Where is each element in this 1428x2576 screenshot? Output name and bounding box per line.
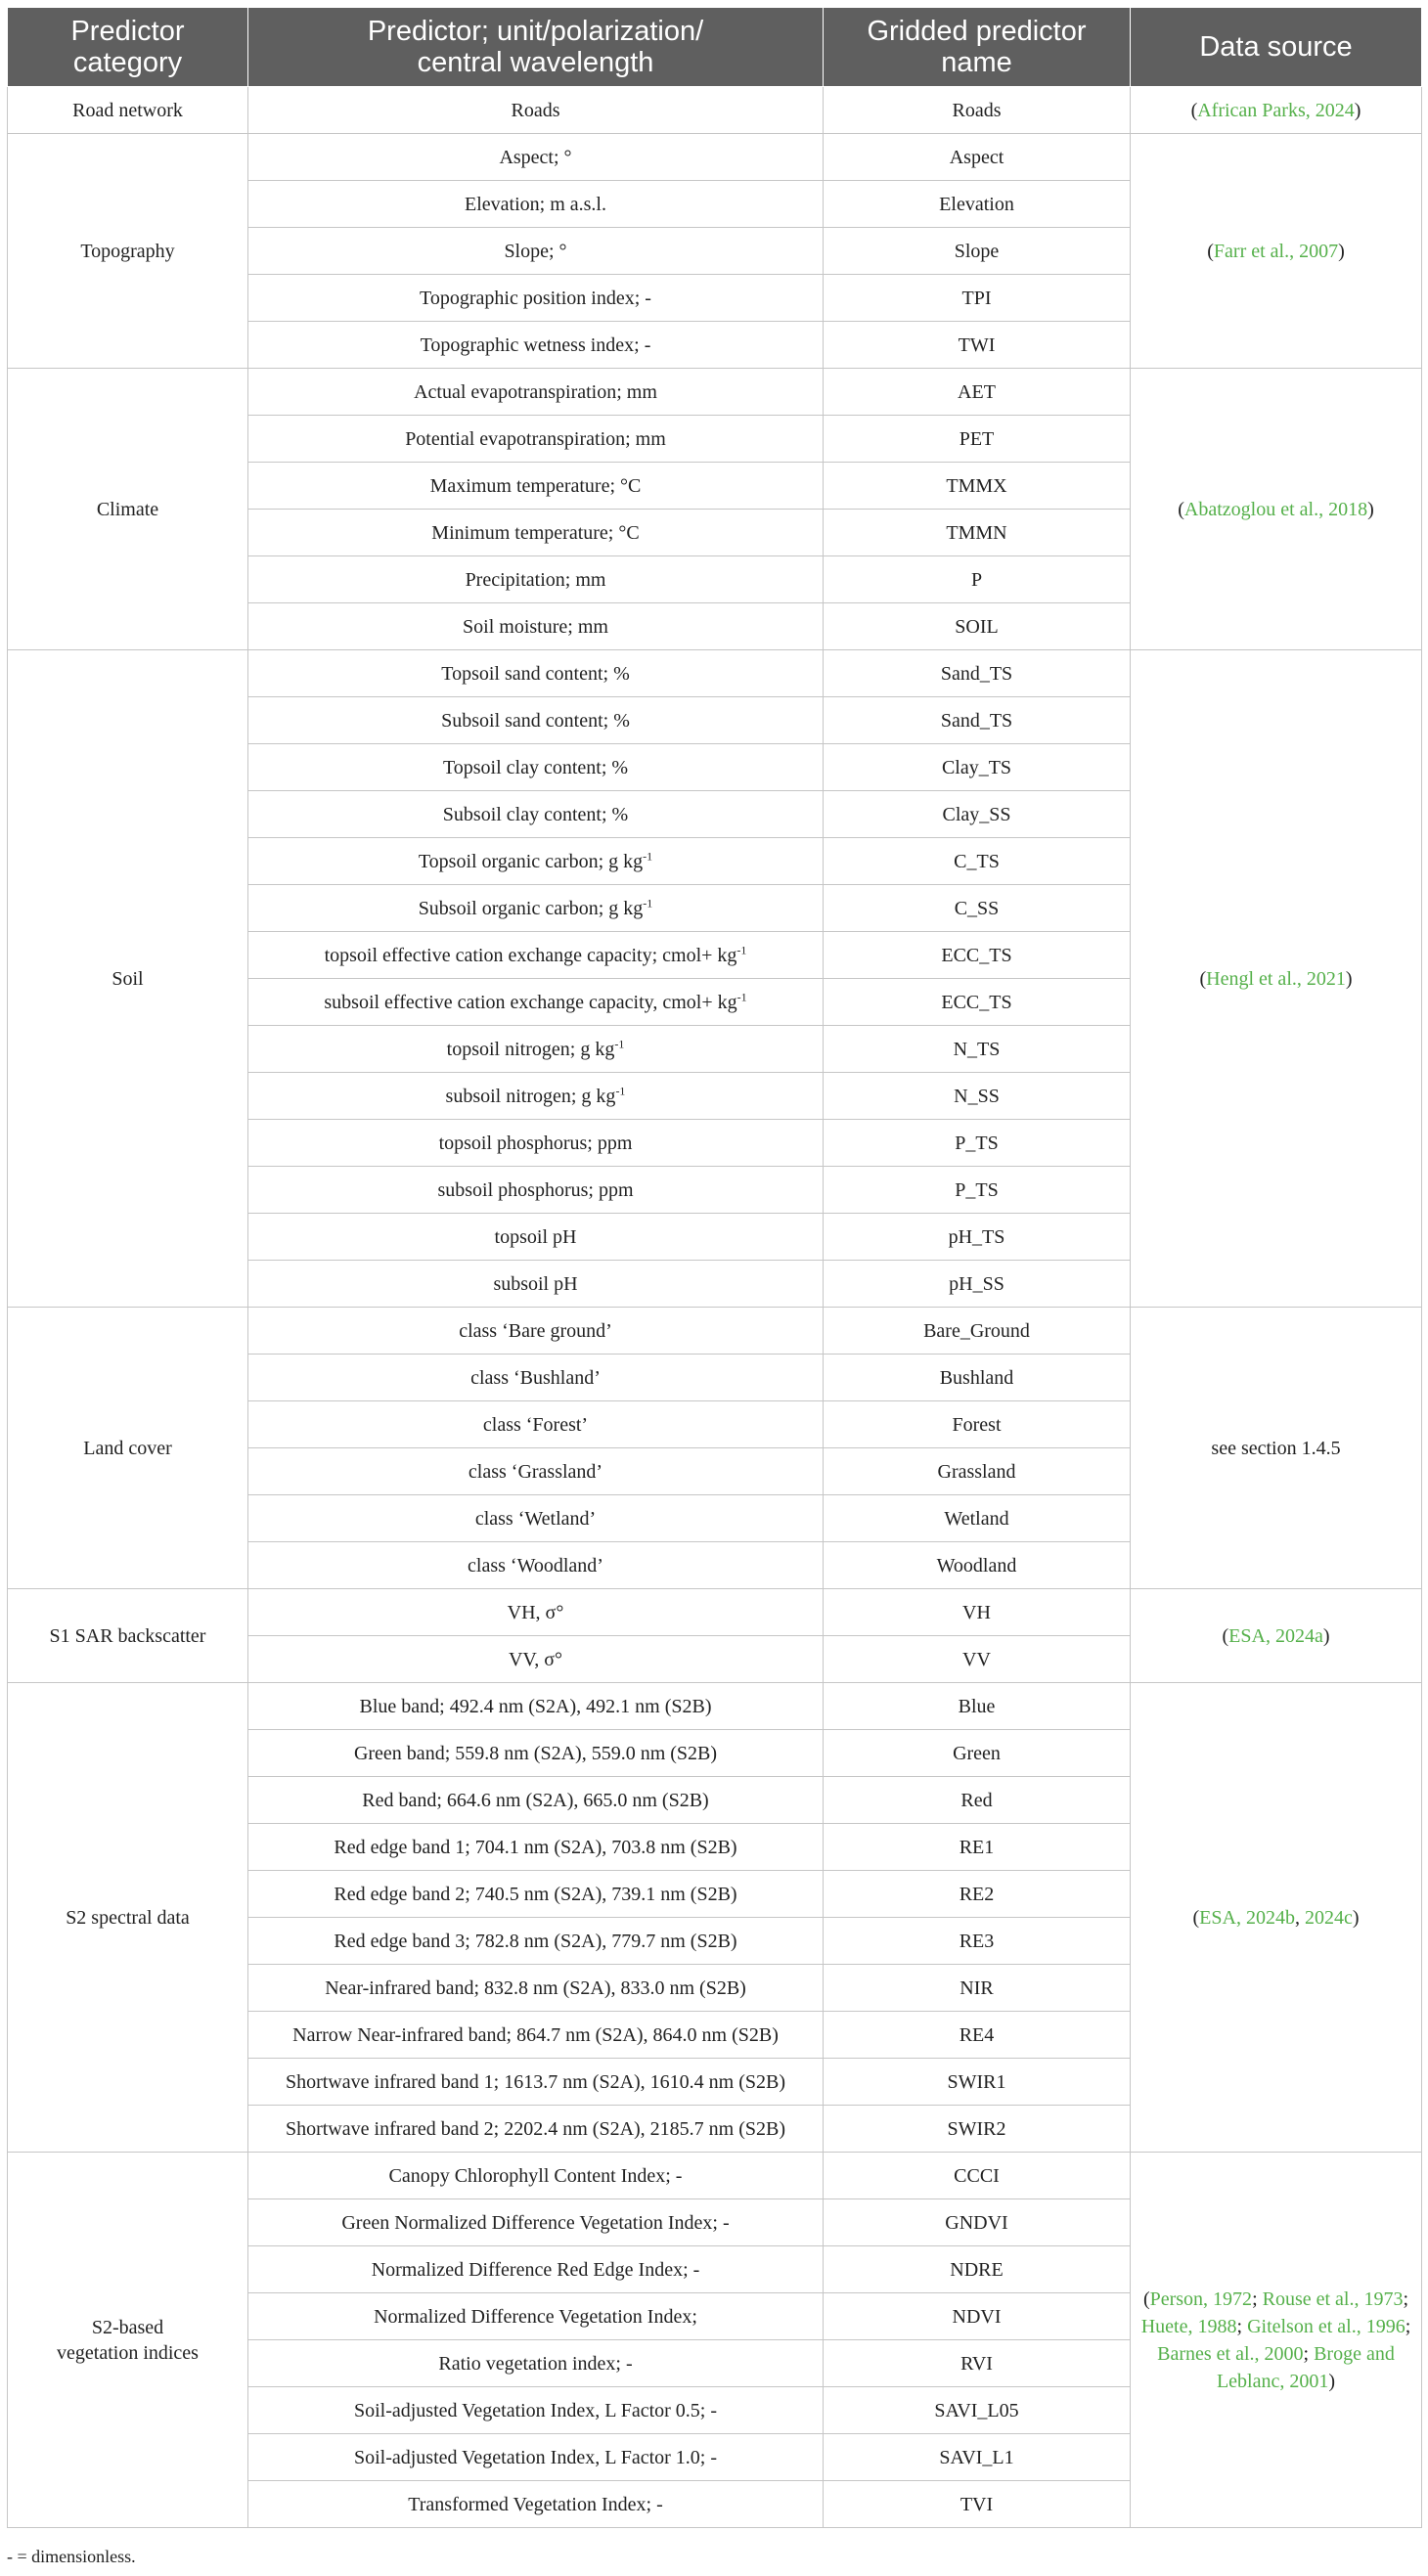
predictor-text: Actual evapotranspiration; mm: [414, 380, 657, 403]
gridded-name-cell: SAVI_L05: [824, 2387, 1131, 2434]
predictor-text: Slope; °: [504, 240, 567, 262]
citation-link[interactable]: Broge and Leblanc, 2001: [1216, 2342, 1395, 2392]
predictor-cell: [248, 979, 824, 1026]
predictor-cell: [248, 1355, 824, 1401]
predictor-cell: [248, 838, 824, 885]
predictor-text: Red edge band 1; 704.1 nm (S2A), 703.8 nm (S2B): [334, 1836, 737, 1858]
predictor-text: topsoil nitrogen; g kg: [446, 1038, 615, 1060]
predictor-text: class ‘Bushland’: [470, 1366, 601, 1389]
gridded-name-cell: P: [824, 556, 1131, 603]
predictor-cell: [248, 2059, 824, 2106]
data-source-cell: [1131, 1683, 1422, 2153]
gridded-name-cell: SAVI_L1: [824, 2434, 1131, 2481]
table-row: [8, 369, 1422, 416]
citation-link[interactable]: Person, 1972: [1149, 2287, 1253, 2310]
predictor-text: class ‘Grassland’: [468, 1460, 603, 1483]
citation-punctuation: (: [1207, 240, 1214, 262]
gridded-name-cell: RE3: [824, 1918, 1131, 1965]
predictor-cell: [248, 2293, 824, 2340]
data-source-cell: [1131, 650, 1422, 1308]
predictor-text: Topographic position index; -: [420, 287, 651, 309]
predictor-cell: [248, 1167, 824, 1214]
data-source-cell: [1131, 2153, 1422, 2528]
gridded-name-cell: SOIL: [824, 603, 1131, 650]
predictor-text: Soil-adjusted Vegetation Index, L Factor 0.5; -: [353, 2399, 718, 2421]
predictor-cell: [248, 603, 824, 650]
predictor-category-cell: S2 spectral data: [8, 1683, 248, 2153]
predictor-category-cell: Climate: [8, 369, 248, 650]
citation-link[interactable]: 2024c: [1304, 1906, 1353, 1929]
predictor-text: Potential evapotranspiration; mm: [405, 427, 666, 450]
gridded-name-cell: P_TS: [824, 1120, 1131, 1167]
predictor-cell: [248, 2199, 824, 2246]
data-source-cell: [1131, 134, 1422, 369]
citation-punctuation: (: [1190, 99, 1198, 121]
gridded-name-cell: P_TS: [824, 1167, 1131, 1214]
gridded-name-cell: Roads: [824, 87, 1131, 134]
predictor-cell: [248, 2012, 824, 2059]
predictor-table: [7, 7, 1422, 2528]
predictor-cell: [248, 2481, 824, 2528]
gridded-name-cell: Aspect: [824, 134, 1131, 181]
gridded-name-cell: RE2: [824, 1871, 1131, 1918]
predictor-text: Near-infrared band; 832.8 nm (S2A), 833.0 nm (S2B): [325, 1976, 746, 1999]
predictor-cell: [248, 2434, 824, 2481]
gridded-name-cell: TMMN: [824, 510, 1131, 556]
predictor-cell: [248, 510, 824, 556]
data-source-cell: [1131, 369, 1422, 650]
citation-punctuation: ): [1322, 1624, 1330, 1647]
gridded-name-cell: ECC_TS: [824, 979, 1131, 1026]
predictor-cell: [248, 275, 824, 322]
citation-punctuation: ): [1328, 2370, 1336, 2392]
predictor-text: Shortwave infrared band 1; 1613.7 nm (S2A), 1610.4 nm (S2B): [285, 2070, 786, 2093]
predictor-cell: [248, 134, 824, 181]
table-row: [8, 1589, 1422, 1636]
gridded-name-cell: TWI: [824, 322, 1131, 369]
predictor-cell: [248, 416, 824, 463]
predictor-cell: [248, 2387, 824, 2434]
gridded-name-cell: Sand_TS: [824, 697, 1131, 744]
gridded-name-cell: ECC_TS: [824, 932, 1131, 979]
predictor-text: class ‘Forest’: [482, 1413, 589, 1436]
unit-superscript: -1: [736, 942, 747, 956]
predictor-category-cell: Land cover: [8, 1308, 248, 1589]
gridded-name-cell: TVI: [824, 2481, 1131, 2528]
predictor-text: subsoil nitrogen; g kg: [445, 1085, 616, 1107]
predictor-category-cell: Soil: [8, 650, 248, 1308]
gridded-name-cell: Woodland: [824, 1542, 1131, 1589]
table-body: [8, 87, 1422, 2528]
citation-link[interactable]: Hengl et al., 2021: [1206, 967, 1346, 990]
header-row: [8, 8, 1422, 87]
citation-punctuation: see section 1.4.5: [1211, 1437, 1341, 1459]
predictor-text: Green band; 559.8 nm (S2A), 559.0 nm (S2B): [353, 1742, 718, 1764]
gridded-name-cell: Sand_TS: [824, 650, 1131, 697]
gridded-name-cell: PET: [824, 416, 1131, 463]
gridded-name-cell: CCCI: [824, 2153, 1131, 2199]
predictor-table-container: [7, 7, 1421, 2528]
citation-link[interactable]: Huete, 1988: [1140, 2315, 1237, 2337]
predictor-cell: [248, 2246, 824, 2293]
predictor-text: Blue band; 492.4 nm (S2A), 492.1 nm (S2B): [359, 1695, 712, 1717]
predictor-cell: [248, 1073, 824, 1120]
gridded-name-cell: AET: [824, 369, 1131, 416]
header-gridded-name: Gridded predictor name: [824, 8, 1131, 87]
predictor-cell: [248, 744, 824, 791]
predictor-cell: [248, 1730, 824, 1777]
gridded-name-cell: Elevation: [824, 181, 1131, 228]
predictor-cell: [248, 556, 824, 603]
gridded-name-cell: NDVI: [824, 2293, 1131, 2340]
predictor-cell: [248, 650, 824, 697]
unit-superscript: -1: [643, 848, 653, 863]
predictor-text: Subsoil organic carbon; g kg: [418, 897, 644, 919]
table-row: [8, 1308, 1422, 1355]
unit-superscript: -1: [736, 989, 747, 1003]
predictor-category-cell: S2-based vegetation indices: [8, 2153, 248, 2528]
predictor-text: Green Normalized Difference Vegetation Index; -: [341, 2211, 730, 2234]
predictor-text: Red band; 664.6 nm (S2A), 665.0 nm (S2B): [362, 1789, 709, 1811]
predictor-text: Maximum temperature; °C: [429, 474, 642, 497]
gridded-name-cell: Grassland: [824, 1448, 1131, 1495]
citation-punctuation: (: [1142, 2287, 1150, 2310]
gridded-name-cell: Clay_SS: [824, 791, 1131, 838]
citation-punctuation: ): [1367, 498, 1374, 520]
predictor-text: topsoil pH: [494, 1225, 577, 1248]
citation-link[interactable]: Farr et al., 2007: [1213, 240, 1339, 262]
predictor-text: Roads: [511, 99, 560, 121]
table-row: [8, 134, 1422, 181]
table-header: [8, 8, 1422, 87]
footnote: - = dimensionless.: [7, 2547, 136, 2566]
predictor-text: Soil-adjusted Vegetation Index, L Factor 1.0; -: [353, 2446, 718, 2468]
predictor-text: Elevation; m a.s.l.: [465, 193, 606, 215]
citation-punctuation: ;: [1303, 2342, 1315, 2365]
predictor-cell: [248, 1214, 824, 1261]
gridded-name-cell: RE1: [824, 1824, 1131, 1871]
gridded-name-cell: N_SS: [824, 1073, 1131, 1120]
predictor-cell: [248, 322, 824, 369]
gridded-name-cell: C_TS: [824, 838, 1131, 885]
predictor-text: Topsoil organic carbon; g kg: [418, 850, 644, 872]
citation-punctuation: ;: [1252, 2287, 1263, 2310]
citation-punctuation: ;: [1405, 2315, 1411, 2337]
gridded-name-cell: TMMX: [824, 463, 1131, 510]
predictor-cell: [248, 697, 824, 744]
predictor-cell: [248, 228, 824, 275]
gridded-name-cell: pH_TS: [824, 1214, 1131, 1261]
citation-link[interactable]: Barnes et al., 2000: [1157, 2342, 1304, 2365]
predictor-cell: [248, 1261, 824, 1308]
predictor-cell: [248, 1965, 824, 2012]
gridded-name-cell: SWIR2: [824, 2106, 1131, 2153]
gridded-name-cell: Blue: [824, 1683, 1131, 1730]
predictor-cell: [248, 1589, 824, 1636]
predictor-text: Topsoil clay content; %: [442, 756, 629, 778]
data-source-cell: [1131, 1308, 1422, 1589]
gridded-name-cell: Wetland: [824, 1495, 1131, 1542]
unit-superscript: -1: [643, 895, 653, 910]
predictor-text: Narrow Near-infrared band; 864.7 nm (S2A), 864.0 nm (S2B): [292, 2023, 779, 2046]
predictor-cell: [248, 791, 824, 838]
gridded-name-cell: NIR: [824, 1965, 1131, 2012]
citation-punctuation: (: [1222, 1624, 1229, 1647]
citation-link[interactable]: Rouse et al., 1973: [1262, 2287, 1404, 2310]
predictor-cell: [248, 87, 824, 134]
gridded-name-cell: GNDVI: [824, 2199, 1131, 2246]
predictor-text: Transformed Vegetation Index; -: [408, 2493, 663, 2515]
unit-superscript: -1: [615, 1083, 626, 1097]
predictor-cell: [248, 2153, 824, 2199]
header-predictor-category: Predictor category: [8, 8, 248, 87]
predictor-text: Shortwave infrared band 2; 2202.4 nm (S2A), 2185.7 nm (S2B): [285, 2117, 786, 2140]
predictor-text: Normalized Difference Vegetation Index;: [374, 2305, 697, 2328]
predictor-text: Red edge band 3; 782.8 nm (S2A), 779.7 nm (S2B): [334, 1930, 737, 1952]
predictor-text: Normalized Difference Red Edge Index; -: [371, 2258, 700, 2281]
predictor-text: Red edge band 2; 740.5 nm (S2A), 739.1 nm (S2B): [334, 1883, 737, 1905]
predictor-text: Aspect; °: [499, 146, 572, 168]
citation-punctuation: (: [1199, 967, 1207, 990]
citation-punctuation: ): [1338, 240, 1345, 262]
header-predictor-unit: Predictor; unit/polarization/ central wavelength: [248, 8, 824, 87]
predictor-text: Topsoil sand content; %: [441, 662, 630, 685]
predictor-category-cell: Road network: [8, 87, 248, 134]
predictor-cell: [248, 1026, 824, 1073]
predictor-cell: [248, 369, 824, 416]
table-row: [8, 1683, 1422, 1730]
predictor-cell: [248, 1918, 824, 1965]
predictor-text: subsoil phosphorus; ppm: [437, 1178, 634, 1201]
citation-link[interactable]: ESA, 2024b: [1199, 1906, 1295, 1929]
citation-punctuation: ): [1354, 99, 1361, 121]
predictor-cell: [248, 1495, 824, 1542]
predictor-cell: [248, 1120, 824, 1167]
predictor-cell: [248, 1871, 824, 1918]
predictor-text: Canopy Chlorophyll Content Index; -: [388, 2164, 683, 2187]
predictor-cell: [248, 885, 824, 932]
citation-punctuation: (: [1178, 498, 1184, 520]
predictor-cell: [248, 1683, 824, 1730]
predictor-category-cell: S1 SAR backscatter: [8, 1589, 248, 1683]
gridded-name-cell: N_TS: [824, 1026, 1131, 1073]
gridded-name-cell: TPI: [824, 275, 1131, 322]
gridded-name-cell: Red: [824, 1777, 1131, 1824]
gridded-name-cell: SWIR1: [824, 2059, 1131, 2106]
gridded-name-cell: C_SS: [824, 885, 1131, 932]
table-row: [8, 2153, 1422, 2199]
predictor-text: class ‘Wetland’: [474, 1507, 597, 1530]
citation-punctuation: ;: [1403, 2287, 1409, 2310]
citation-punctuation: (: [1192, 1906, 1200, 1929]
citation-link[interactable]: Gitelson et al., 1996: [1247, 2315, 1406, 2337]
gridded-name-cell: RVI: [824, 2340, 1131, 2387]
citation-link[interactable]: Abatzoglou et al., 2018: [1183, 498, 1368, 520]
predictor-cell: [248, 932, 824, 979]
predictor-text: class ‘Woodland’: [468, 1554, 603, 1577]
predictor-cell: [248, 2106, 824, 2153]
predictor-text: topsoil phosphorus; ppm: [438, 1132, 633, 1154]
unit-superscript: -1: [614, 1036, 625, 1050]
gridded-name-cell: VV: [824, 1636, 1131, 1683]
predictor-text: Ratio vegetation index; -: [438, 2352, 633, 2375]
predictor-text: subsoil pH: [493, 1272, 578, 1295]
predictor-text: VV, σ°: [508, 1648, 563, 1670]
predictor-text: Minimum temperature; °C: [431, 521, 640, 544]
data-source-cell: [1131, 87, 1422, 134]
citation-punctuation: ,: [1294, 1906, 1305, 1929]
gridded-name-cell: VH: [824, 1589, 1131, 1636]
gridded-name-cell: RE4: [824, 2012, 1131, 2059]
citation-link[interactable]: ESA, 2024a: [1228, 1624, 1323, 1647]
gridded-name-cell: Forest: [824, 1401, 1131, 1448]
gridded-name-cell: Slope: [824, 228, 1131, 275]
predictor-text: VH, σ°: [507, 1601, 564, 1623]
predictor-cell: [248, 181, 824, 228]
predictor-cell: [248, 1308, 824, 1355]
predictor-cell: [248, 1824, 824, 1871]
data-source-cell: [1131, 1589, 1422, 1683]
gridded-name-cell: pH_SS: [824, 1261, 1131, 1308]
predictor-text: Soil moisture; mm: [463, 615, 608, 638]
header-data-source: Data source: [1131, 8, 1422, 87]
citation-punctuation: ;: [1236, 2315, 1248, 2337]
predictor-text: subsoil effective cation exchange capacity, cmol+ kg: [324, 991, 737, 1013]
table-row: [8, 87, 1422, 134]
predictor-cell: [248, 1401, 824, 1448]
predictor-category-cell: Topography: [8, 134, 248, 369]
gridded-name-cell: NDRE: [824, 2246, 1131, 2293]
predictor-cell: [248, 463, 824, 510]
predictor-cell: [248, 1777, 824, 1824]
citation-punctuation: ): [1352, 1906, 1360, 1929]
predictor-cell: [248, 1636, 824, 1683]
gridded-name-cell: Bushland: [824, 1355, 1131, 1401]
gridded-name-cell: Clay_TS: [824, 744, 1131, 791]
table-row: [8, 650, 1422, 697]
predictor-text: Precipitation; mm: [465, 568, 606, 591]
predictor-cell: [248, 1542, 824, 1589]
predictor-text: Subsoil clay content; %: [442, 803, 629, 825]
predictor-text: Topographic wetness index; -: [420, 333, 651, 356]
predictor-cell: [248, 2340, 824, 2387]
predictor-text: class ‘Bare ground’: [459, 1319, 612, 1342]
citation-link[interactable]: African Parks, 2024: [1197, 99, 1355, 121]
citation-punctuation: ): [1345, 967, 1353, 990]
predictor-text: topsoil effective cation exchange capacity; cmol+ kg: [324, 944, 737, 966]
gridded-name-cell: Bare_Ground: [824, 1308, 1131, 1355]
gridded-name-cell: Green: [824, 1730, 1131, 1777]
predictor-text: Subsoil sand content; %: [441, 709, 630, 732]
predictor-cell: [248, 1448, 824, 1495]
